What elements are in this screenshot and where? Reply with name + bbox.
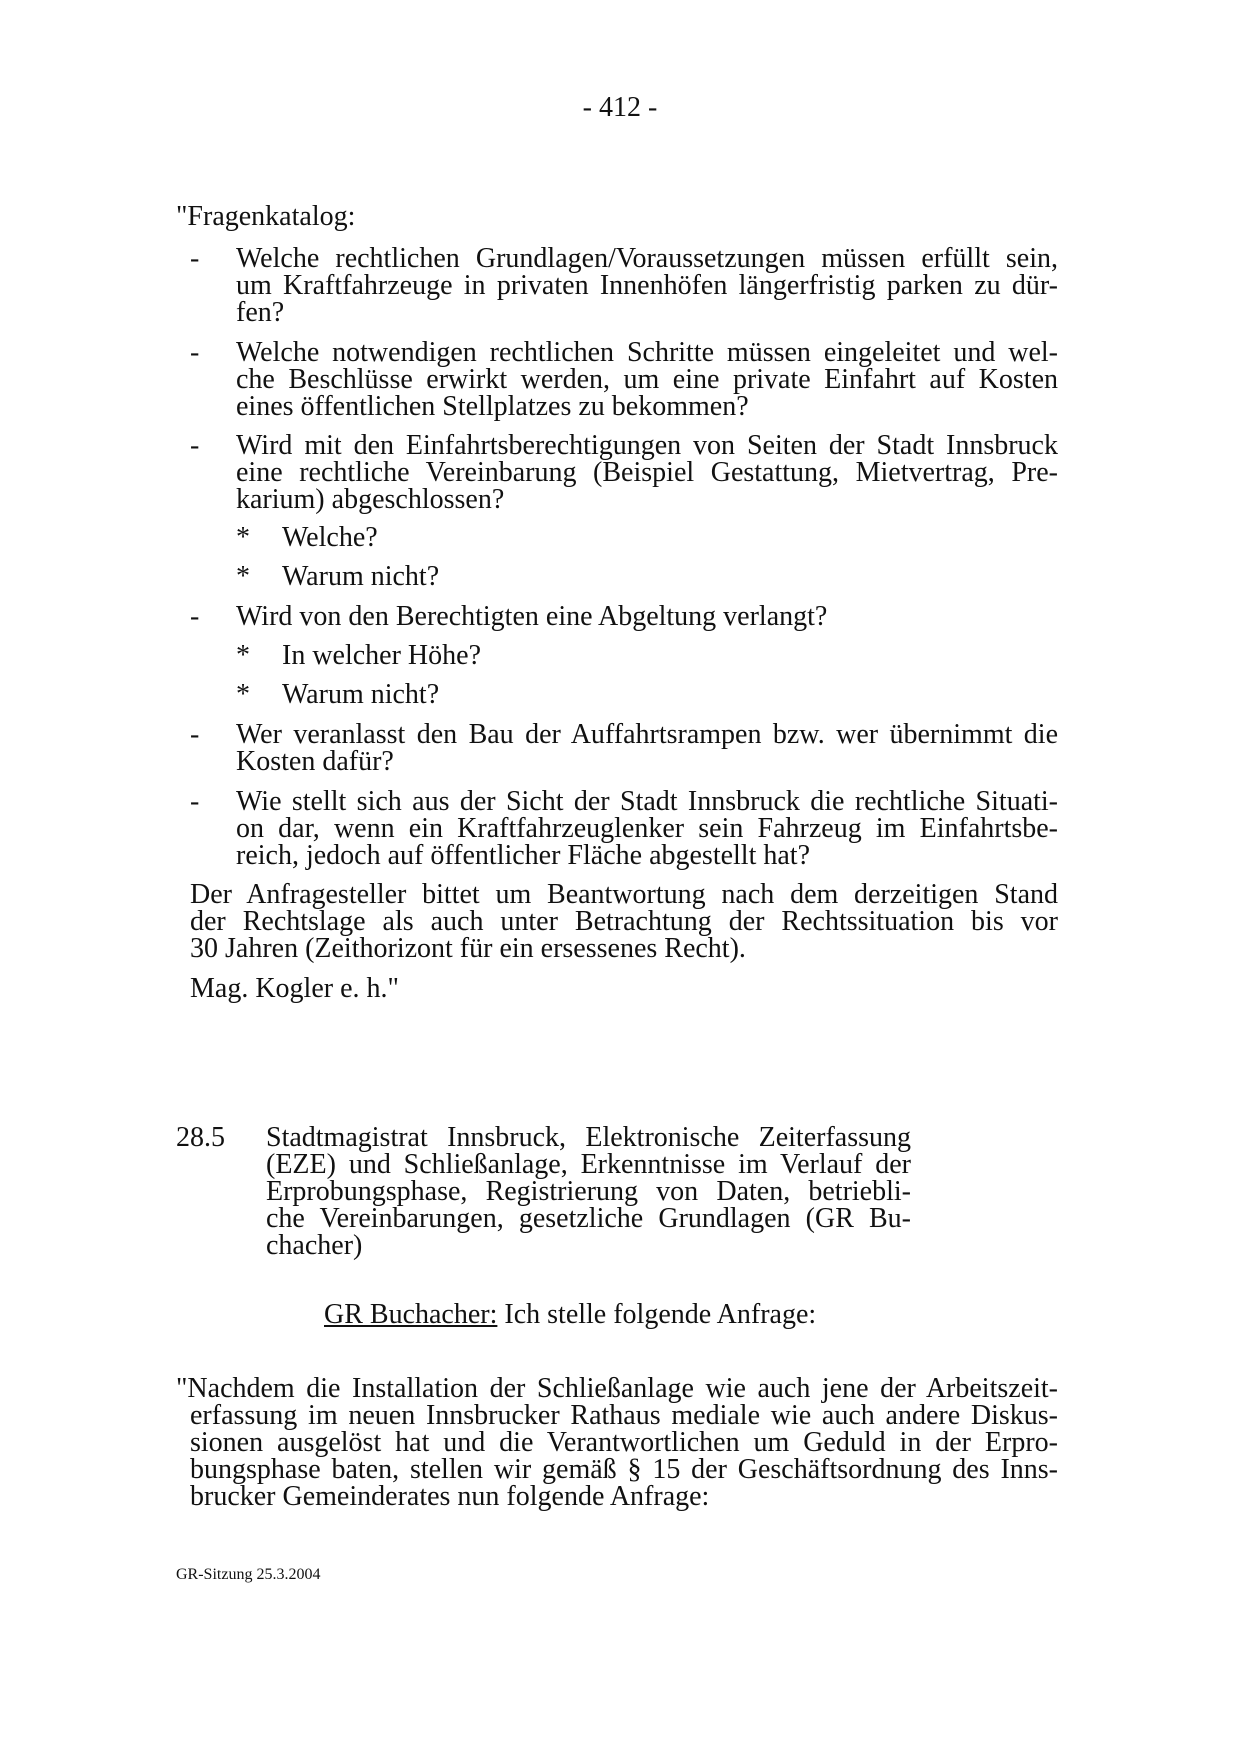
dash-marker: - [190,601,200,632]
quote-paragraph [176,1375,1058,1510]
text-line: um Kraftfahrzeuge in privaten Innenhöfen längerfristig parken zu dür- [236,270,1058,301]
text-line: (EZE) und Schließanlage, Erkenntnisse im Verlauf der [266,1149,911,1180]
page-number: - 412 - [582,92,658,123]
question-text [236,721,1058,775]
text-line: on dar, wenn ein Kraftfahrzeuglenker sein Fahrzeug im Einfahrtsbe- [236,813,1058,844]
text-line: brucker Gemeinderates nun folgende Anfrage: [190,1481,710,1512]
sub-question-text: Warum nicht? [282,561,440,592]
sub-question-item [236,563,439,590]
text-line: karium) abgeschlossen? [236,484,505,515]
text-line: Kosten dafür? [236,746,394,777]
question-item [190,432,1058,513]
text-line: 30 Jahren (Zeithorizont für ein ersessenes Recht). [190,933,746,964]
question-item [190,721,1058,775]
asterisk-marker: * [236,679,250,710]
text-line: reich, jedoch auf öffentlicher Fläche abgestellt hat? [236,840,810,871]
text-line: Erprobungsphase, Registrierung von Daten, betriebli- [266,1176,911,1207]
text-line: Stadtmagistrat Innsbruck, Elektronische Zeiterfassung [266,1122,911,1153]
text-line: chacher) [266,1230,363,1261]
section-title [266,1124,911,1259]
sub-question-item [236,642,481,669]
text-line: eine rechtliche Vereinbarung (Beispiel Gestattung, Mietvertrag, Pre- [236,457,1058,488]
question-item [190,788,1058,869]
dash-marker: - [190,430,200,461]
text-line: Welche rechtlichen Grundlagen/Voraussetzungen müssen erfüllt sein, [236,243,1058,274]
text-line: Wer veranlasst den Bau der Auffahrtsrampen bzw. wer übernimmt die [236,719,1058,750]
question-item [190,339,1058,420]
speaker-name: GR Buchacher: [324,1299,498,1330]
sub-question-item [236,524,378,551]
text-line: Welche notwendigen rechtlichen Schritte müssen eingeleitet und wel- [236,337,1058,368]
text-line: erfassung im neuen Innsbrucker Rathaus mediale wie auch andere Diskus- [190,1400,1058,1431]
text-line: Wie stellt sich aus der Sicht der Stadt Innsbruck die rechtliche Situati- [236,786,1058,817]
text-line: der Rechtslage als auch unter Betrachtung der Rechtssituation bis vor [190,906,1058,937]
dash-marker: - [190,337,200,368]
question-text [236,788,1058,869]
dash-marker: - [190,243,200,274]
footer-session-date: GR-Sitzung 25.3.2004 [176,1566,321,1583]
section-number: 28.5 [176,1122,225,1153]
fragenkatalog-heading: "Fragenkatalog: [176,201,356,232]
question-text [236,245,1058,326]
question-item [190,603,1058,630]
signature: Mag. Kogler e. h." [190,973,399,1004]
text-line: Wird mit den Einfahrtsberechtigungen von Seiten der Stadt Innsbruck [236,430,1058,461]
text-line: bungsphase baten, stellen wir gemäß § 15 der Geschäftsordnung des Inns- [190,1454,1058,1485]
dash-marker: - [190,719,200,750]
dash-marker: - [190,786,200,817]
asterisk-marker: * [236,640,250,671]
text-line: "Nachdem die Installation der Schließanlage wie auch jene der Arbeitszeit- [176,1373,1058,1404]
text-line: fen? [236,297,285,328]
sub-question-text: Warum nicht? [282,679,440,710]
speaker-line [324,1301,816,1328]
sub-question-text: Welche? [282,522,378,553]
text-line: Wird von den Berechtigten eine Abgeltung verlangt? [236,601,828,632]
speaker-text: Ich stelle folgende Anfrage: [497,1299,817,1330]
sub-question-text: In welcher Höhe? [282,640,482,671]
question-text [236,339,1058,420]
text-line: che Beschlüsse erwirkt werden, um eine private Einfahrt auf Kosten [236,364,1058,395]
question-item [190,245,1058,326]
question-text [236,603,1058,630]
closing-paragraph [190,881,1058,962]
question-text [236,432,1058,513]
text-line: che Vereinbarungen, gesetzliche Grundlagen (GR Bu- [266,1203,911,1234]
text-line: Der Anfragesteller bittet um Beantwortung nach dem derzeitigen Stand [190,879,1058,910]
sub-question-item [236,681,439,708]
asterisk-marker: * [236,561,250,592]
text-line: eines öffentlichen Stellplatzes zu bekommen? [236,391,749,422]
text-line: sionen ausgelöst hat und die Verantwortlichen um Geduld in der Erpro- [190,1427,1058,1458]
asterisk-marker: * [236,522,250,553]
